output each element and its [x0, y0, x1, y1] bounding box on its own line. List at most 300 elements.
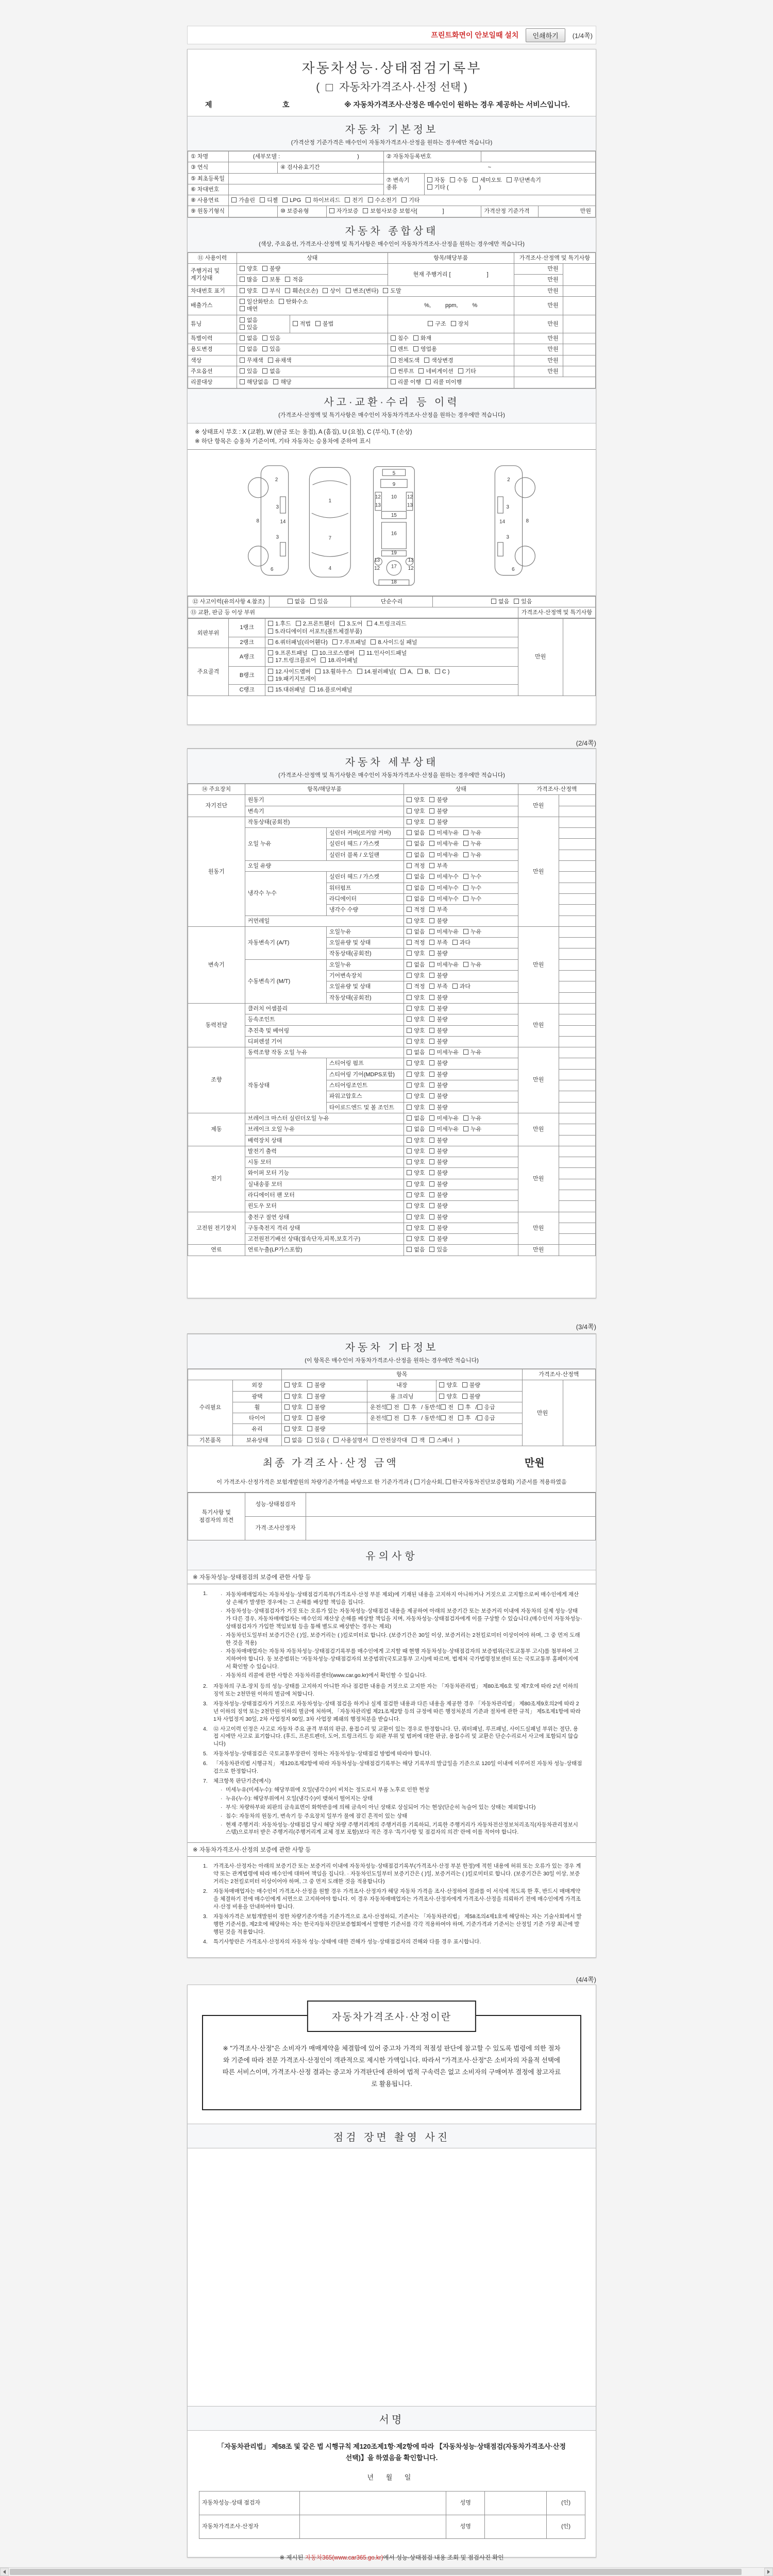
scroll-right-arrow-icon[interactable] [764, 2568, 773, 2576]
checkbox-icon [357, 669, 362, 674]
checkbox-option[interactable]: 미세누유 [429, 928, 459, 936]
checkbox-option[interactable]: 양호 [407, 1192, 425, 1199]
checkbox-option[interactable]: 누유 [463, 852, 481, 859]
checkbox-option[interactable]: 불량 [429, 972, 447, 979]
checkbox-option[interactable]: 없음 [407, 840, 425, 848]
checkbox-option[interactable]: 미세누유 [429, 1126, 459, 1133]
checkbox-option[interactable]: 없음 [262, 368, 280, 375]
checkbox-option[interactable]: 양호 [407, 1027, 425, 1035]
checkbox-option[interactable]: 불량 [307, 1415, 325, 1422]
checkbox-option[interactable]: 불량 [429, 1192, 447, 1199]
checkbox-option[interactable]: 후 [458, 1415, 471, 1422]
checkbox-option[interactable]: 양호 [407, 918, 425, 925]
checkbox-option[interactable]: 7.루프패널 [332, 639, 366, 646]
form-cell [326, 948, 404, 959]
checkbox-option[interactable]: 화재 [413, 335, 431, 342]
checkbox-option[interactable]: 양호 [284, 1382, 303, 1389]
checkbox-option[interactable]: 과다 [452, 983, 470, 990]
checkbox-option[interactable]: 불량 [429, 1137, 447, 1144]
form-cell [245, 1135, 404, 1146]
checkbox-option[interactable]: 불량 [429, 1027, 447, 1035]
label-first-reg [188, 173, 229, 184]
checkbox-option[interactable]: 부식 [262, 287, 280, 295]
checkbox-icon [463, 841, 468, 846]
checkbox-icon [407, 1192, 412, 1197]
checkbox-icon [284, 1382, 290, 1387]
form-cell [245, 959, 326, 1003]
checkbox-option[interactable]: 구조 [428, 320, 446, 328]
install-notice[interactable]: 프린트화면이 안보일때 설치 [431, 31, 519, 39]
checkbox-icon [477, 1404, 482, 1410]
checkbox-option[interactable]: 불량 [429, 994, 447, 1002]
text: 고전원 전기장치 [196, 1225, 237, 1231]
checkbox-option[interactable]: 미세누유 [429, 1115, 459, 1122]
form-cell [245, 861, 404, 872]
checkbox-option[interactable]: 양호 [407, 950, 425, 957]
form-cell [265, 666, 518, 685]
checkbox-option[interactable]: 양호 [407, 1170, 425, 1177]
text: 특기사항 및 점검자의 의견 [199, 1510, 234, 1523]
checkbox-option[interactable]: 잭 [412, 1437, 425, 1444]
checkbox-option[interactable]: 양호 [407, 796, 425, 804]
checkbox-option[interactable]: 누수 [463, 873, 481, 880]
form-cell [245, 1245, 404, 1256]
checkbox-option[interactable]: 불량 [429, 1170, 447, 1177]
checkbox-option[interactable]: 양호 [407, 1082, 425, 1089]
checkbox-option[interactable]: 장치 [451, 320, 469, 328]
text: B랭크 [239, 672, 255, 679]
checkbox-icon [407, 1148, 412, 1154]
basis-checkbox[interactable] [414, 1479, 419, 1484]
checkbox-option[interactable]: 전 [386, 1404, 399, 1411]
checkbox-option[interactable]: A, [400, 668, 413, 675]
checkbox-option[interactable]: 미세누수 [429, 895, 459, 903]
checkbox-option[interactable]: 양호 [240, 265, 258, 273]
checkbox-option[interactable]: 적법 [293, 320, 311, 328]
checkbox-option[interactable]: 적음 [285, 276, 303, 283]
checkbox-option[interactable]: 불량 [429, 1214, 447, 1221]
checkbox-option[interactable]: 해당없음 [240, 379, 269, 386]
text: ※ 제시된 [279, 2554, 305, 2561]
checkbox-option[interactable]: 19.패키지트레이 [268, 675, 316, 683]
checkbox-option[interactable]: 있음 [240, 368, 258, 375]
checkbox-option[interactable]: 전체도색 [391, 357, 420, 364]
car365-link[interactable]: 자동차365(www.car365.go.kr) [305, 2554, 383, 2561]
checkbox-option[interactable]: 있음 [514, 598, 532, 605]
checkbox-option[interactable]: 10.크로스멤버 [312, 650, 355, 657]
label-simple-repair [351, 596, 432, 607]
checkbox-option[interactable]: 무단변속기 [507, 177, 541, 184]
print-button[interactable]: 인쇄하기 [526, 28, 565, 42]
checkbox-option[interactable]: 과다 [452, 939, 470, 946]
checkbox-option[interactable]: 미세누유 [429, 840, 459, 848]
checkbox-option[interactable]: 불량 [429, 1104, 447, 1111]
checkbox-option[interactable]: 양호 [240, 287, 258, 295]
checkbox-option[interactable]: 있음 [262, 346, 280, 353]
row-emission [188, 296, 237, 315]
checkbox-option[interactable]: 1.후드 [268, 620, 291, 628]
form-cell [245, 1157, 404, 1168]
checkbox-icon [268, 687, 273, 692]
text: ④ 검사유효기간 [280, 164, 320, 171]
checkbox-option[interactable]: 없음 [288, 598, 306, 605]
checkbox-option[interactable]: 양호 [407, 1225, 425, 1232]
checkbox-option[interactable]: 전기 [345, 197, 363, 204]
checkbox-option[interactable]: 부족 [429, 983, 447, 990]
checkbox-option[interactable]: 미세누유 [429, 852, 459, 859]
checkbox-option[interactable]: 매연 [240, 306, 258, 313]
checkbox-option[interactable]: 없음 [491, 598, 509, 605]
checkbox-option[interactable]: 썬루프 [391, 368, 414, 375]
checkbox-option[interactable]: 불량 [429, 1082, 447, 1089]
checkbox-option[interactable]: 미세누유 [429, 829, 459, 837]
checkbox-option[interactable]: 불량 [429, 1235, 447, 1243]
text: 커먼레일 [247, 918, 270, 924]
checkbox-option[interactable]: 가솔린 [231, 197, 255, 204]
checkbox-option[interactable]: 양호 [439, 1382, 457, 1389]
checkbox-option[interactable]: 없음 [240, 317, 258, 324]
checkbox-option[interactable]: 양호 [407, 994, 425, 1002]
checkbox-option[interactable]: 불량 [429, 1181, 447, 1188]
checkbox-option[interactable]: 14.필러패널( [357, 668, 396, 675]
checkbox-option[interactable]: 부족 [429, 862, 447, 870]
checkbox-option[interactable]: 적정 [407, 939, 425, 946]
checkbox-option[interactable]: 18.리어패널 [321, 657, 358, 664]
checkbox-option[interactable]: 수동 [450, 177, 468, 184]
checkbox-option[interactable]: 누유 [463, 840, 481, 848]
checkbox-icon [407, 874, 412, 879]
checkbox-option[interactable]: 영업용 [413, 346, 437, 353]
basis-checkbox[interactable] [446, 1479, 451, 1484]
checkbox-option[interactable]: 불량 [429, 918, 447, 925]
label-car-name [188, 151, 229, 162]
accident-check-table [188, 596, 596, 619]
checkbox-option[interactable]: 누유 [463, 1126, 481, 1133]
caution-performance-block [188, 1570, 596, 1951]
form-cell [485, 2491, 547, 2515]
checkbox-icon [429, 896, 434, 901]
checkbox-option[interactable]: 불량 [462, 1382, 480, 1389]
checkbox-option[interactable]: 적정 [407, 862, 425, 870]
checkbox-option[interactable]: 사용설명서 [333, 1437, 368, 1444]
checkbox-icon [418, 368, 424, 374]
checkbox-option[interactable]: 적정 [407, 906, 425, 913]
checkbox-option[interactable]: 없음 [407, 961, 425, 969]
checkbox-option[interactable]: 기타 ( [427, 184, 449, 191]
form-cell [404, 971, 518, 981]
checkbox-option[interactable]: 전 [441, 1404, 453, 1411]
checkbox-option[interactable]: 리콜 이행 [391, 379, 422, 386]
checkbox-option[interactable]: 전 [441, 1415, 453, 1422]
checkbox-option[interactable]: 5.라디에이터 서포트(볼트체결부품) [268, 628, 362, 635]
checkbox-option[interactable]: 양호 [407, 1104, 425, 1111]
text: 만원 [547, 266, 559, 273]
form-cell [245, 916, 404, 926]
checkbox-option[interactable]: 누유 [463, 829, 481, 837]
checkbox-option[interactable]: 불량 [429, 808, 447, 815]
scrollbar-thumb[interactable] [10, 2569, 742, 2575]
form-cell [518, 1113, 559, 1146]
car-diagram-area [188, 450, 596, 596]
form-cell [563, 355, 595, 366]
checkbox-option[interactable]: 양호 [407, 1093, 425, 1100]
checkbox-option[interactable]: 전 [386, 1415, 399, 1422]
checkbox-option[interactable]: 불량 [429, 1060, 447, 1067]
checkbox-icon [240, 306, 245, 311]
checkbox-icon [401, 197, 407, 202]
checkbox-option[interactable]: 양호 [407, 1137, 425, 1144]
checkbox-option[interactable]: 불량 [429, 1148, 447, 1155]
etc-info-table-grid [188, 1369, 596, 1446]
checkbox-icon [407, 852, 412, 857]
checkbox-option[interactable]: 후 [404, 1404, 417, 1411]
checkbox-option[interactable]: 양호 [407, 1148, 425, 1155]
checkbox-option[interactable]: 양호 [284, 1404, 303, 1411]
checkbox-option[interactable]: 불법 [315, 320, 333, 328]
text: 1랭크 [240, 624, 254, 631]
checkbox-icon [407, 1170, 412, 1175]
checkbox-option[interactable]: 2.프론트휀더 [296, 620, 335, 628]
checkbox-option[interactable]: 누유 [463, 961, 481, 969]
checkbox-option[interactable]: 없음 [284, 1437, 303, 1444]
checkbox-option[interactable]: 미세누수 [429, 873, 459, 880]
checkbox-option[interactable]: 도말 [383, 287, 401, 295]
checkbox-option[interactable]: 있음 [262, 335, 280, 342]
checkbox-option[interactable]: 없음 [407, 895, 425, 903]
checkbox-option[interactable]: 16.플로어패널 [310, 686, 352, 693]
form-cell [563, 285, 595, 296]
checkbox-option[interactable]: 없음 [407, 1126, 425, 1133]
checkbox-option[interactable]: 불량 [429, 796, 447, 804]
checkbox-option[interactable]: 없음 [240, 335, 258, 342]
checkbox-option[interactable]: 불량 [307, 1393, 325, 1400]
checkbox-option[interactable]: 수소전기 [368, 197, 397, 204]
diagram-part-number: 12 [408, 565, 414, 571]
form-cell [188, 1369, 282, 1380]
checkbox-option[interactable]: 누수 [463, 895, 481, 903]
checkbox-option[interactable]: 17.트렁크플로어 [268, 657, 316, 664]
checkbox-option[interactable]: 없음 [240, 346, 258, 353]
text: 고전원전기배선 상태(접속단자,피복,보호기구) [247, 1236, 361, 1243]
text: 광택 [251, 1393, 263, 1400]
checkbox-option[interactable]: 미세누유 [429, 1049, 459, 1056]
checkbox-option[interactable]: 양호 [407, 1235, 425, 1243]
checkbox-option[interactable]: 양호 [439, 1393, 457, 1400]
checkbox-option[interactable]: 부족 [429, 939, 447, 946]
checkbox-option[interactable]: 양호 [407, 1005, 425, 1012]
checkbox-option[interactable]: 불량 [462, 1393, 480, 1400]
checkbox-icon [307, 1437, 312, 1443]
checkbox-option[interactable]: 불량 [429, 1225, 447, 1232]
checkbox-option[interactable]: 미세누수 [429, 885, 459, 892]
checkbox-option[interactable]: 양호 [407, 819, 425, 826]
checkbox-option[interactable]: 불량 [429, 1005, 447, 1012]
checkbox-option[interactable]: 렌트 [391, 346, 409, 353]
checkbox-option[interactable]: 있음 [310, 598, 328, 605]
checkbox-option[interactable]: 양호 [407, 1202, 425, 1210]
checkbox-option[interactable]: 디젤 [260, 197, 278, 204]
checkbox-option[interactable]: 안전삼각대 [373, 1437, 407, 1444]
form-cell [563, 333, 595, 344]
checkbox-option[interactable]: 양호 [407, 1038, 425, 1045]
checkbox-option[interactable]: 불량 [307, 1426, 325, 1433]
form-cell [404, 817, 518, 827]
text: 냉각수 수량 [329, 907, 359, 913]
checkbox-option[interactable]: 양호 [407, 1071, 425, 1078]
checkbox-option[interactable]: 양호 [407, 1214, 425, 1221]
checkbox-option[interactable]: 없음 [407, 829, 425, 837]
checkbox-option[interactable]: 4.트렁크리드 [367, 620, 406, 628]
checkbox-option[interactable]: 무채색 [240, 357, 263, 364]
checkbox-option[interactable]: 상이 [323, 287, 341, 295]
checkbox-option[interactable]: 리콜 미이행 [426, 379, 462, 386]
checkbox-option[interactable]: 없음 [407, 928, 425, 936]
checkbox-option[interactable]: 네비게이션 [418, 368, 453, 375]
checkbox-option[interactable]: 누유 [463, 1115, 481, 1122]
text: 스티어링 기어(MDPS포함) [329, 1071, 395, 1078]
price-appraisal-checkbox[interactable] [326, 84, 333, 91]
checkbox-option[interactable]: 유채색 [268, 357, 292, 364]
checkbox-option[interactable]: 13.휠하우스 [315, 668, 352, 675]
checkbox-option[interactable]: 많음 [240, 276, 258, 283]
checkbox-icon [340, 621, 345, 626]
checkbox-option[interactable]: 없음 [407, 885, 425, 892]
checkbox-option[interactable]: 있음 ( [307, 1437, 329, 1444]
checkbox-option[interactable]: 누수 [463, 885, 481, 892]
checkbox-option[interactable]: 3.도어 [340, 620, 362, 628]
checkbox-option[interactable]: 누유 [463, 928, 481, 936]
checkbox-option[interactable]: 15.대쉬패널 [268, 686, 305, 693]
checkbox-option[interactable]: 없음 [407, 1246, 425, 1253]
checkbox-option[interactable]: B, [417, 668, 430, 675]
checkbox-option[interactable]: LPG [282, 197, 301, 204]
scroll-left-arrow-icon[interactable] [0, 2568, 9, 2576]
checkbox-option[interactable]: 변조(변타) [346, 287, 379, 295]
checkbox-option[interactable]: 탄화수소 [279, 298, 308, 306]
form-cell [367, 1413, 523, 1424]
form-cell [514, 315, 563, 333]
checkbox-option[interactable]: 미세누유 [429, 961, 459, 969]
checkbox-option[interactable]: 보통 [262, 276, 280, 283]
checkbox-option[interactable]: 양호 [407, 1159, 425, 1166]
checkbox-option[interactable]: 자동 [427, 177, 445, 184]
form-cell [404, 828, 518, 839]
checkbox-option[interactable]: 불량 [429, 1016, 447, 1023]
checkbox-option[interactable]: C ) [435, 668, 450, 675]
checkbox-option[interactable]: 스패너 [429, 1437, 453, 1444]
checkbox-option[interactable]: 응급 [477, 1415, 495, 1422]
checkbox-option[interactable]: 세미오토 [473, 177, 502, 184]
checkbox-option[interactable]: 양호 [407, 1016, 425, 1023]
checkbox-option[interactable]: 양호 [284, 1393, 303, 1400]
checkbox-option[interactable]: 9.프론트패널 [268, 650, 307, 657]
checkbox-option[interactable]: 부족 [429, 906, 447, 913]
checkbox-icon [407, 951, 412, 956]
checkbox-option[interactable]: 해당 [273, 379, 291, 386]
checkbox-option[interactable]: 없음 [407, 852, 425, 859]
checkbox-option[interactable]: 자가보증 [329, 208, 359, 215]
checkbox-option[interactable]: 불량 [429, 1159, 447, 1166]
group-power-train [188, 1003, 245, 1047]
label-inspection-period [278, 162, 384, 173]
page-indicator-4: (4/4쪽) [576, 1976, 596, 1984]
form-cell [404, 1102, 518, 1113]
group-brake [188, 1113, 245, 1146]
checkbox-option[interactable]: 없음 [407, 1115, 425, 1122]
text: 실린더 커버(로커암 커버) [329, 830, 391, 837]
checkbox-option[interactable]: 색상변경 [424, 357, 453, 364]
checkbox-option[interactable]: 후 [404, 1415, 417, 1422]
checkbox-option[interactable]: 적정 [407, 983, 425, 990]
checkbox-option[interactable]: 불량 [429, 950, 447, 957]
checkbox-option[interactable]: 불량 [307, 1382, 325, 1389]
checkbox-icon [332, 639, 338, 645]
checkbox-option[interactable]: 일산화탄소 [240, 298, 274, 306]
text: 가격조사·산정액 및 특기사항 [519, 255, 591, 261]
checkbox-option[interactable]: 불량 [429, 1093, 447, 1100]
windshield-line [312, 513, 348, 518]
text: ⑭ 주요장치 [201, 786, 231, 792]
horizontal-scrollbar[interactable] [0, 2567, 773, 2576]
row-vin-mark [188, 285, 237, 296]
text: ⑧ 사용연료 [191, 197, 220, 204]
diagram-part-number: 15 [391, 512, 397, 518]
checkbox-option[interactable]: 없음 [407, 1049, 425, 1056]
hood-line [313, 481, 347, 485]
checkbox-option[interactable]: 6.쿼터패널(리어휀다) [268, 639, 328, 646]
checkbox-option[interactable]: 양호 [284, 1426, 303, 1433]
checkbox-option[interactable]: 양호 [407, 1060, 425, 1067]
form-cell [559, 1113, 595, 1124]
checkbox-option[interactable]: 불량 [262, 265, 280, 273]
diagram-part-number: 3 [506, 504, 509, 510]
checkbox-option[interactable]: 훼손(오손) [285, 287, 318, 295]
checkbox-option[interactable]: 없음 [407, 873, 425, 880]
checkbox-option[interactable]: 불량 [307, 1404, 325, 1411]
checkbox-option[interactable]: 기타 [458, 368, 476, 375]
checkbox-option[interactable]: 양호 [284, 1415, 303, 1422]
checkbox-option[interactable]: 불량 [429, 1038, 447, 1045]
diagram-part-number: 8 [256, 518, 259, 524]
checkbox-option[interactable]: 있음 [240, 324, 258, 331]
checkbox-option[interactable]: 있음 [429, 1246, 447, 1253]
text: 브레이크 오일 누유 [247, 1126, 295, 1133]
checkbox-option[interactable]: 보험사보증 보험사[ [363, 208, 417, 215]
checkbox-option[interactable]: 불량 [429, 1071, 447, 1078]
checkbox-option[interactable]: 양호 [407, 808, 425, 815]
checkbox-option[interactable]: 기타 [401, 197, 419, 204]
text: 주요골격 [197, 668, 220, 675]
checkbox-option[interactable]: 불량 [429, 1202, 447, 1210]
checkbox-option[interactable]: 응급 [477, 1404, 495, 1411]
checkbox-option[interactable]: 양호 [407, 1181, 425, 1188]
form-cell [436, 1391, 522, 1402]
text: / 동반석 [421, 1415, 441, 1422]
checkbox-option[interactable]: 후 [458, 1404, 471, 1411]
checkbox-option[interactable]: 누유 [463, 1049, 481, 1056]
checkbox-icon [407, 1105, 412, 1110]
checkbox-option[interactable]: 침수 [391, 335, 409, 342]
checkbox-option[interactable]: 12.사이드멤버 [268, 668, 310, 675]
checkbox-option[interactable]: 8.사이드실 패널 [371, 639, 417, 646]
checkbox-option[interactable]: 양호 [407, 972, 425, 979]
checkbox-icon [463, 1049, 468, 1055]
form-cell [563, 1380, 595, 1446]
checkbox-option[interactable]: 하이브리드 [306, 197, 340, 204]
checkbox-option[interactable]: 불량 [429, 819, 447, 826]
text: 성명 [460, 2500, 471, 2506]
checkbox-option[interactable]: 11.인사이드패널 [359, 650, 407, 657]
